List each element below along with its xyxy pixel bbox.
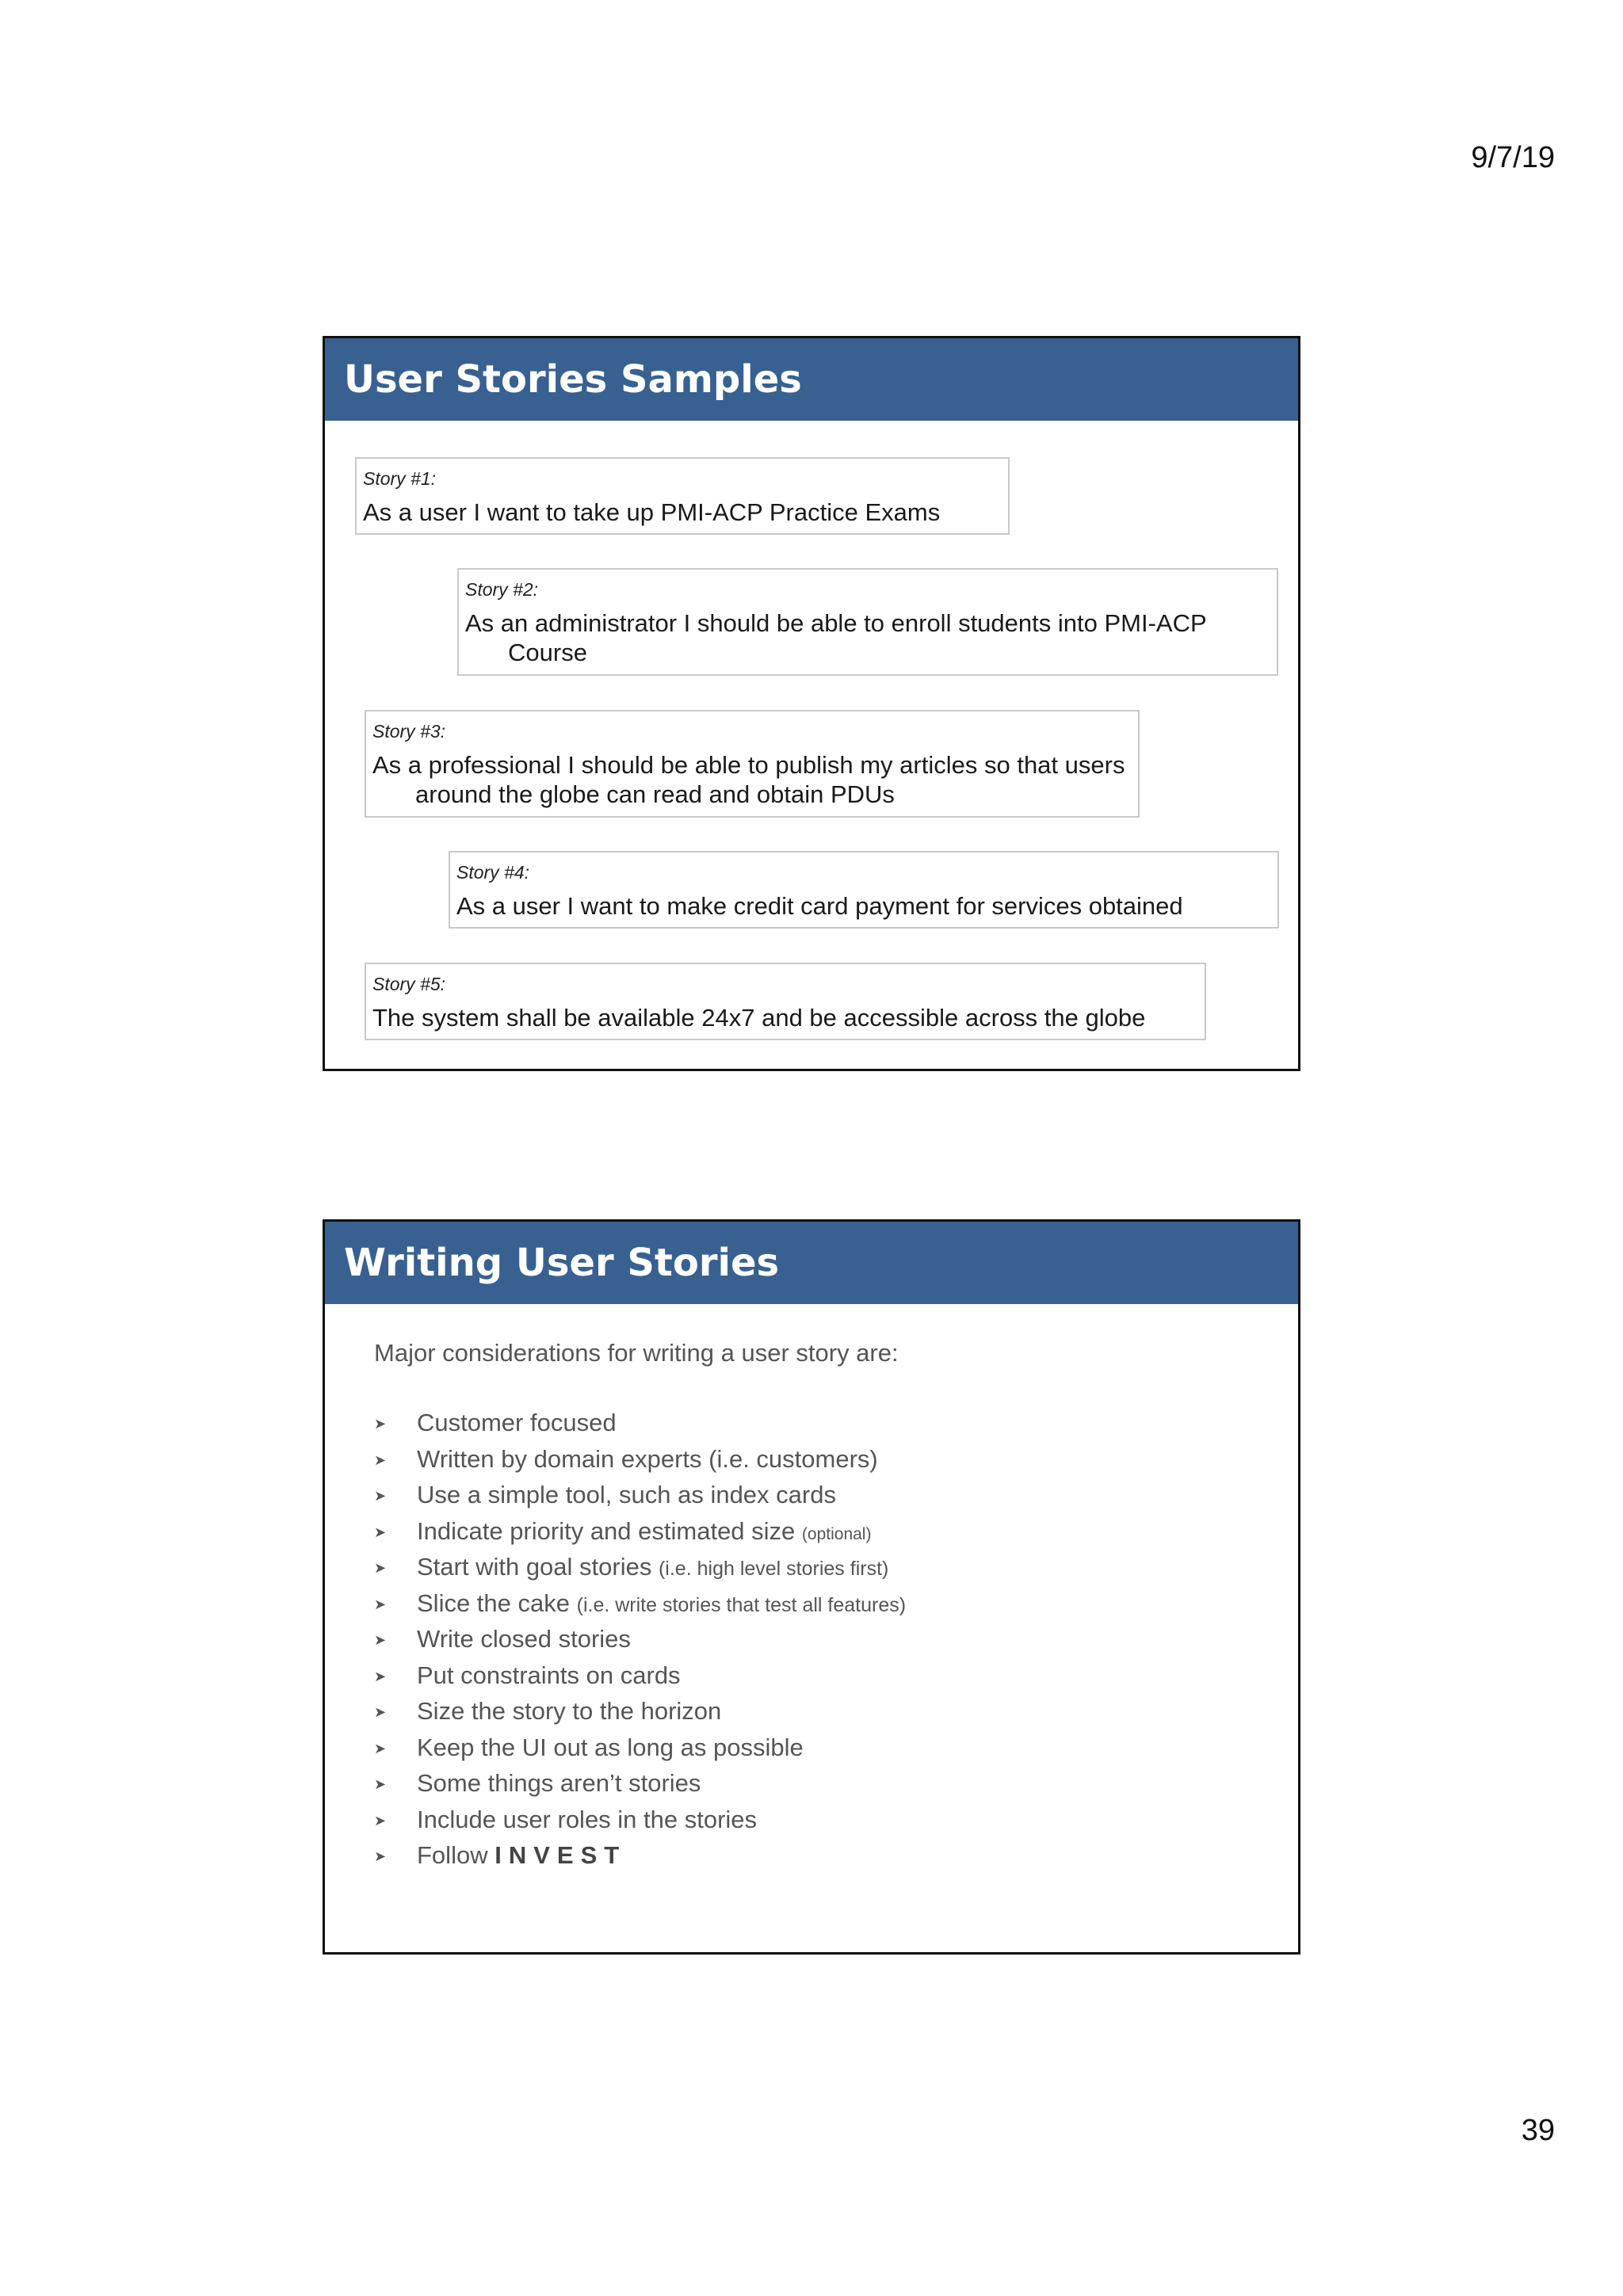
bullet-text: Some things aren’t stories	[417, 1769, 701, 1797]
bullet-item	[374, 1517, 906, 1554]
slide-title: Writing User Stories	[325, 1222, 1298, 1304]
slide-title: User Stories Samples	[325, 338, 1298, 421]
bullet-text: Write closed stories	[417, 1625, 631, 1653]
bullet-text: Keep the UI out as long as possible	[417, 1733, 804, 1761]
bullet-note: (optional)	[801, 1524, 872, 1543]
chevron-right-icon: ➤	[374, 1488, 387, 1505]
bullet-text: Start with goal stories	[417, 1553, 652, 1581]
chevron-right-icon: ➤	[374, 1596, 387, 1612]
bullet-text: Size the story to the horizon	[417, 1697, 722, 1725]
bullet-text: Indicate priority and estimated size	[417, 1516, 796, 1545]
page-number: 39	[1521, 2114, 1555, 2147]
story-label: Story #3:	[372, 721, 446, 742]
chevron-right-icon: ➤	[374, 1668, 387, 1684]
chevron-right-icon: ➤	[374, 1776, 387, 1793]
story-card-3	[365, 710, 1140, 818]
story-text: As a user I want to make credit card payment for services obtained	[456, 892, 1183, 920]
bullet-item	[374, 1733, 906, 1770]
chevron-right-icon: ➤	[374, 1632, 387, 1649]
chevron-right-icon: ➤	[374, 1416, 387, 1432]
story-text: As a user I want to take up PMI-ACP Practice Exams	[363, 498, 941, 526]
story-text: The system shall be available 24x7 and be accessible across the globe	[372, 1004, 1146, 1032]
story-label: Story #2:	[465, 579, 539, 600]
bullet-text: Slice the cake	[417, 1589, 570, 1617]
bullet-text: Include user roles in the stories	[417, 1805, 758, 1833]
page-date: 9/7/19	[1471, 141, 1555, 174]
bullet-text: Follow	[417, 1841, 488, 1869]
bullet-item	[374, 1697, 906, 1733]
chevron-right-icon: ➤	[374, 1704, 387, 1721]
bullet-note: (i.e. high level stories first)	[658, 1558, 889, 1580]
bullet-text: Customer focused	[417, 1409, 617, 1436]
story-card-5	[365, 963, 1206, 1040]
chevron-right-icon: ➤	[374, 1451, 387, 1468]
bullet-text: Use a simple tool, such as index cards	[417, 1481, 836, 1508]
story-card-2	[457, 568, 1278, 676]
bullet-text: Written by domain experts (i.e. customers)	[417, 1444, 878, 1473]
story-label: Story #5:	[372, 974, 446, 994]
slide-user-stories-samples	[323, 336, 1300, 1071]
bullet-item	[374, 1661, 906, 1698]
bullet-note: (i.e. write stories that test all features)	[576, 1593, 907, 1616]
invest-acronym: INVEST	[495, 1841, 627, 1869]
bullet-item	[374, 1841, 906, 1878]
bullet-item	[374, 1409, 906, 1445]
story-label: Story #1:	[363, 468, 437, 489]
chevron-right-icon: ➤	[374, 1812, 387, 1829]
bullet-item	[374, 1481, 906, 1517]
slide-writing-user-stories	[323, 1219, 1300, 1955]
bullet-item	[374, 1625, 906, 1661]
slide-intro: Major considerations for writing a user story are:	[374, 1339, 899, 1367]
bullet-item	[374, 1553, 906, 1589]
bullet-list	[374, 1409, 906, 1878]
story-label: Story #4:	[456, 862, 530, 883]
bullet-item	[374, 1769, 906, 1806]
bullet-item	[374, 1445, 906, 1482]
story-text: As a professional I should be able to publish my articles so that users around the globe can read and obtain PDUs	[372, 751, 1125, 808]
bullet-item	[374, 1806, 906, 1842]
story-card-1	[355, 457, 1010, 535]
chevron-right-icon: ➤	[374, 1740, 387, 1756]
chevron-right-icon: ➤	[374, 1560, 387, 1577]
story-text: As an administrator I should be able to enroll students into PMI-ACP Course	[465, 609, 1207, 666]
chevron-right-icon: ➤	[374, 1524, 387, 1540]
bullet-item	[374, 1589, 906, 1626]
story-card-4	[449, 851, 1279, 929]
bullet-text: Put constraints on cards	[417, 1661, 681, 1689]
chevron-right-icon: ➤	[374, 1848, 387, 1865]
